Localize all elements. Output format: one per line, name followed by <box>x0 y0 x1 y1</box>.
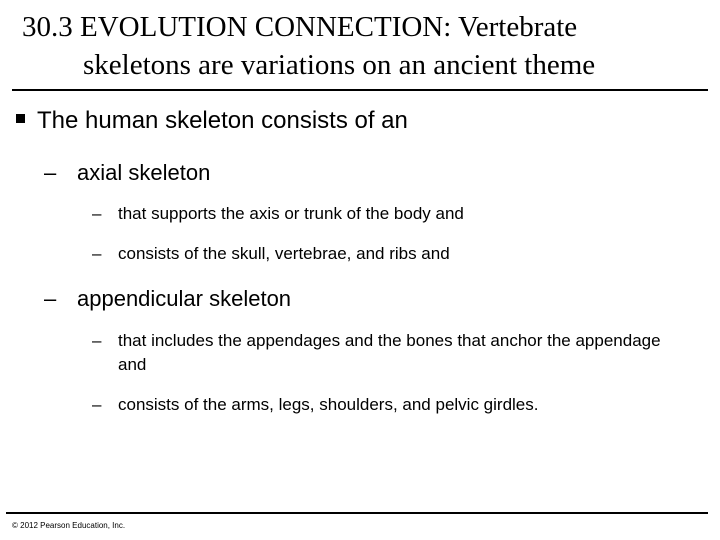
bullet-text: The human skeleton consists of an <box>37 107 408 134</box>
square-bullet-icon <box>16 114 25 123</box>
sub-bullet-text: appendicular skeleton <box>77 286 292 311</box>
dash-icon: – <box>92 204 102 223</box>
sub-bullet-text: axial skeleton <box>77 160 211 185</box>
footer-divider <box>6 512 708 514</box>
title-line-2: skeletons are variations on an ancient theme <box>83 49 596 81</box>
detail-text: that supports the axis or trunk of the body and <box>118 204 464 223</box>
dash-icon: – <box>92 331 102 350</box>
dash-icon: – <box>92 244 102 263</box>
dash-icon: – <box>44 160 57 185</box>
title-line-1: 30.3 EVOLUTION CONNECTION: Vertebrate <box>22 11 578 43</box>
detail-text: consists of the arms, legs, shoulders, and pelvic girdles. <box>118 395 539 414</box>
dash-icon: – <box>92 395 102 414</box>
dash-icon: – <box>44 286 57 311</box>
detail-text: consists of the skull, vertebrae, and ribs and <box>118 244 450 263</box>
title-divider <box>12 89 708 91</box>
copyright-footer: © 2012 Pearson Education, Inc. <box>12 521 126 530</box>
detail-text: that includes the appendages and the bones that anchor the appendage and <box>118 331 661 374</box>
